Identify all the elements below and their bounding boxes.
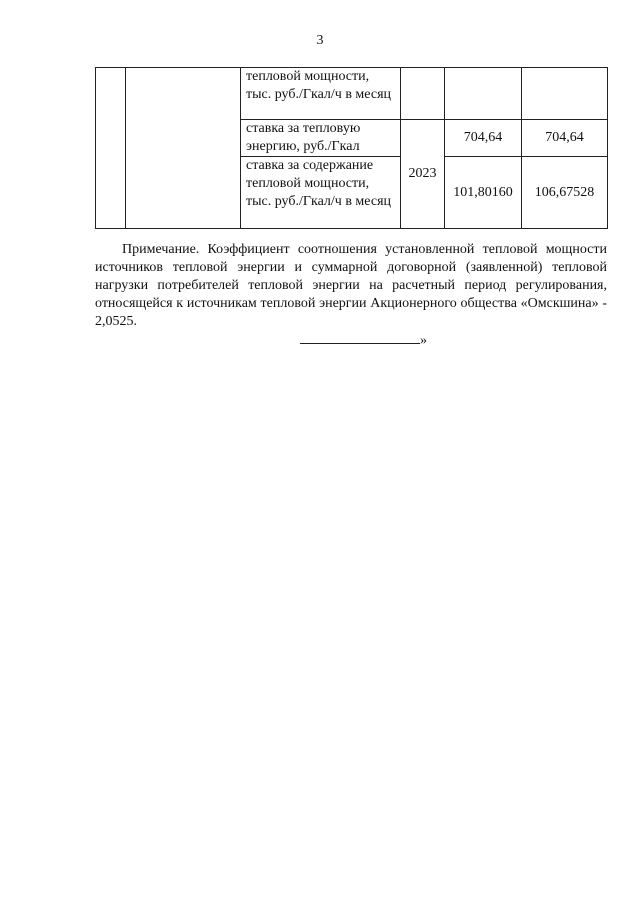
value-cell: 704,64 — [522, 120, 608, 157]
tariff-table — [95, 67, 608, 229]
blank-underline — [300, 330, 420, 344]
year-cell — [401, 68, 445, 120]
value-cell — [522, 68, 608, 120]
empty-cell — [96, 68, 126, 229]
year-cell: 2023 — [401, 120, 445, 229]
indicator-cell: ставка за тепловую энергию, руб./Гкал — [241, 120, 401, 157]
indicator-cell: тепловой мощности, тыс. руб./Гкал/ч в месяц — [241, 68, 401, 120]
value-cell — [445, 68, 522, 120]
closing-line — [300, 330, 427, 350]
empty-cell — [126, 68, 241, 229]
closing-quote: » — [420, 333, 427, 348]
note-paragraph: Примечание. Коэффициент соотношения установленной тепловой мощности источников тепловой энергии и суммарной договорной (заявленной) тепловой нагрузки потребителей тепловой энергии на расчетный период регулирования, относящейся к источникам тепловой энергии Акционерного общества «Омскшина» - 2,0525. — [95, 242, 607, 329]
table-row — [96, 68, 608, 120]
value-cell: 106,67528 — [522, 157, 608, 229]
indicator-cell: ставка за содержание тепловой мощности, тыс. руб./Гкал/ч в месяц — [241, 157, 401, 229]
value-cell: 704,64 — [445, 120, 522, 157]
value-cell: 101,80160 — [445, 157, 522, 229]
page-number: 3 — [316, 33, 324, 48]
